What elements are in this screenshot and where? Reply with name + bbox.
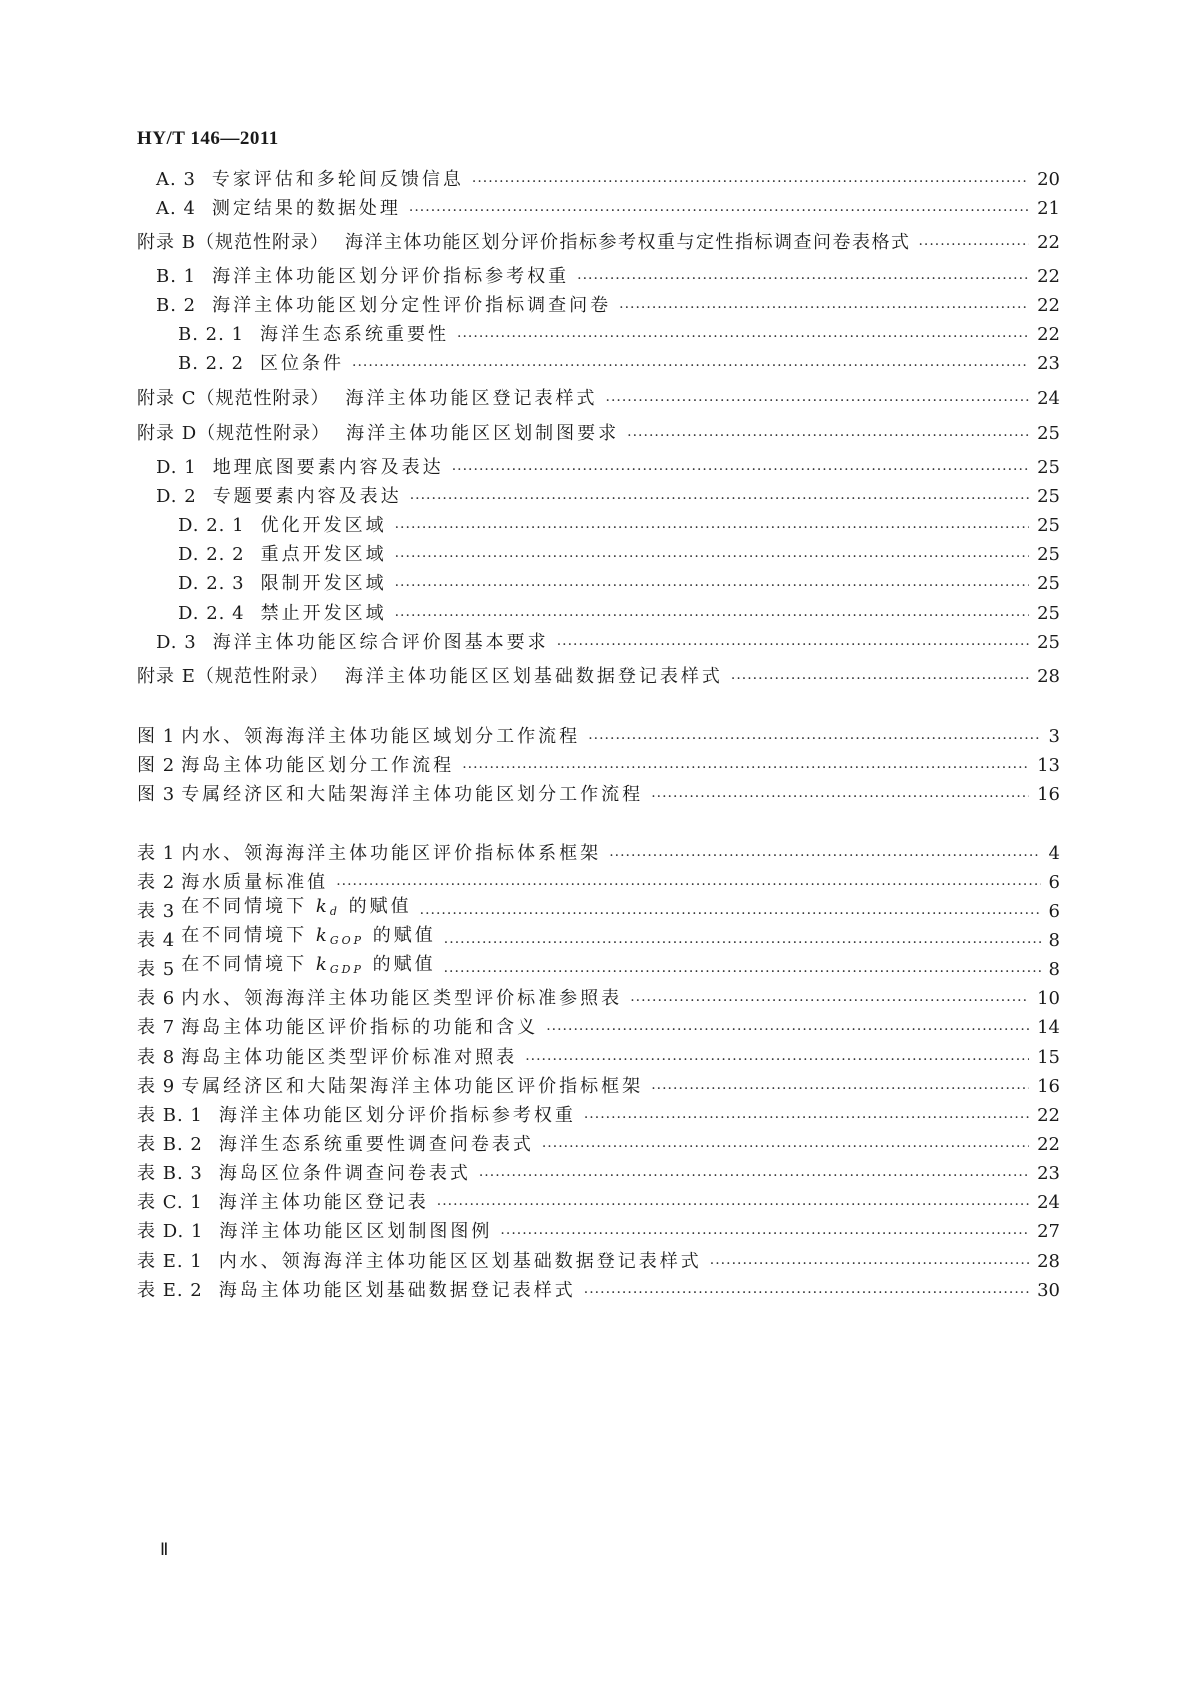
leader-dots — [444, 961, 1041, 983]
table-title — [181, 923, 436, 954]
table-page: 22 — [1037, 1134, 1060, 1155]
table-title: 内水、领海海洋主体功能区类型评价标准参照表 — [181, 988, 623, 1009]
toc-number: D. 1 — [156, 457, 197, 478]
table-entry-c1[interactable] — [137, 1190, 1060, 1216]
title-suffix: 的赋值 — [372, 954, 436, 975]
toc-entry-b21[interactable] — [178, 322, 1060, 348]
toc-page: 25 — [1037, 603, 1060, 624]
k-subscript: d — [329, 905, 340, 918]
figure-number: 图 1 — [137, 726, 176, 747]
toc-number: A. 3 — [156, 169, 196, 190]
leader-dots — [918, 234, 1029, 256]
table-number: 表 E. 2 — [137, 1280, 203, 1301]
table-page: 14 — [1037, 1017, 1060, 1038]
table-page: 22 — [1037, 1105, 1060, 1126]
leader-dots — [462, 757, 1029, 779]
figure-page: 16 — [1037, 784, 1060, 805]
toc-title: 专家评估和多轮间反馈信息 — [211, 169, 464, 190]
toc-number: D. 2. 4 — [178, 603, 245, 624]
toc-title: 重点开发区域 — [260, 544, 387, 565]
toc-entry-appendix-b[interactable] — [137, 230, 1060, 256]
table-entry-6[interactable] — [137, 986, 1060, 1012]
figure-title: 海岛主体功能区划分工作流程 — [181, 755, 455, 776]
table-number: 表 2 — [137, 872, 176, 893]
leader-dots — [542, 1136, 1029, 1158]
table-number: 表 5 — [137, 959, 176, 980]
toc-entry-appendix-e[interactable] — [137, 664, 1060, 690]
leader-dots — [457, 326, 1029, 348]
leader-dots — [452, 459, 1029, 481]
toc-entry-b22[interactable] — [178, 351, 1060, 377]
table-entry-b2[interactable] — [137, 1132, 1060, 1158]
toc-entry-d2[interactable] — [156, 484, 1060, 510]
leader-dots — [500, 1223, 1029, 1245]
toc-page: 25 — [1037, 457, 1060, 478]
figure-number: 图 2 — [137, 755, 176, 776]
leader-dots — [619, 297, 1029, 319]
figure-page: 13 — [1037, 755, 1060, 776]
k-variable: k — [315, 925, 330, 946]
table-number: 表 B. 2 — [137, 1134, 203, 1155]
table-title: 内水、领海海洋主体功能区区划基础数据登记表样式 — [218, 1251, 702, 1272]
table-title: 海岛主体功能区评价指标的功能和含义 — [181, 1017, 539, 1038]
table-page: 8 — [1048, 930, 1060, 951]
table-title: 专属经济区和大陆架海洋主体功能区评价指标框架 — [181, 1076, 644, 1097]
toc-number: D. 2. 1 — [178, 515, 245, 536]
title-suffix: 的赋值 — [372, 925, 436, 946]
toc-number: D. 2. 3 — [178, 573, 245, 594]
table-page: 6 — [1048, 901, 1060, 922]
toc-page: 22 — [1037, 232, 1060, 253]
toc-title: 海洋主体功能区区划基础数据登记表样式 — [344, 666, 723, 687]
table-number: 表 8 — [137, 1047, 176, 1068]
toc-number: 附录 B（规范性附录） — [137, 232, 329, 253]
leader-dots — [479, 1165, 1029, 1187]
toc-entry-d23[interactable] — [178, 571, 1060, 597]
table-entry-5[interactable] — [137, 954, 1060, 983]
table-number: 表 E. 1 — [137, 1251, 203, 1272]
leader-dots — [437, 1194, 1029, 1216]
toc-entry-appendix-d[interactable] — [137, 421, 1060, 447]
table-number: 表 B. 3 — [137, 1163, 203, 1184]
toc-entry-d3[interactable] — [156, 630, 1060, 656]
table-entry-2[interactable] — [137, 870, 1060, 896]
table-number: 表 3 — [137, 901, 176, 922]
leader-dots — [651, 786, 1029, 808]
toc-page: 20 — [1037, 169, 1060, 190]
figure-title: 内水、领海海洋主体功能区域划分工作流程 — [181, 726, 581, 747]
table-page: 4 — [1048, 843, 1060, 864]
toc-entry-d21[interactable] — [178, 513, 1060, 539]
table-entry-b3[interactable] — [137, 1161, 1060, 1187]
table-number: 表 D. 1 — [137, 1221, 204, 1242]
toc-page: 24 — [1037, 388, 1060, 409]
table-entry-8[interactable] — [137, 1045, 1060, 1071]
toc-number: D. 3 — [156, 632, 197, 653]
table-title: 海洋主体功能区登记表 — [218, 1192, 429, 1213]
table-page: 24 — [1037, 1192, 1060, 1213]
table-number: 表 7 — [137, 1017, 176, 1038]
table-title: 海岛主体功能区类型评价标准对照表 — [181, 1047, 518, 1068]
table-page: 16 — [1037, 1076, 1060, 1097]
leader-dots — [444, 932, 1041, 954]
toc-title: 测定结果的数据处理 — [211, 198, 401, 219]
toc-number: B. 2 — [156, 295, 197, 316]
toc-number: B. 1 — [156, 266, 197, 287]
figure-entry-1[interactable] — [137, 724, 1060, 750]
toc-entry-b2[interactable] — [156, 293, 1060, 319]
toc-entry-appendix-c[interactable] — [137, 386, 1060, 412]
leader-dots — [588, 728, 1040, 750]
toc-entry-d1[interactable] — [156, 455, 1060, 481]
table-page: 6 — [1048, 872, 1060, 893]
leader-dots — [584, 1107, 1029, 1129]
toc-entry-a4[interactable] — [156, 196, 1060, 222]
leader-dots — [395, 605, 1030, 627]
table-number: 表 4 — [137, 930, 176, 951]
leader-dots — [651, 1078, 1029, 1100]
title-suffix: 的赋值 — [348, 896, 412, 917]
title-prefix: 在不同情境下 — [181, 896, 308, 917]
toc-page: 25 — [1037, 423, 1060, 444]
toc-number: D. 2 — [156, 486, 197, 507]
toc-number: 附录 E（规范性附录） — [137, 666, 329, 687]
table-title: 海洋生态系统重要性调查问卷表式 — [218, 1134, 534, 1155]
figure-page: 3 — [1048, 726, 1060, 747]
toc-page: 22 — [1037, 295, 1060, 316]
toc-page: 22 — [1037, 266, 1060, 287]
table-page: 15 — [1037, 1047, 1060, 1068]
table-entry-1[interactable] — [137, 841, 1060, 867]
toc-page: 25 — [1037, 515, 1060, 536]
leader-dots — [630, 990, 1029, 1012]
leader-dots — [577, 268, 1029, 290]
leader-dots — [410, 488, 1029, 510]
table-entry-e1[interactable] — [137, 1249, 1060, 1275]
table-entry-d1[interactable] — [137, 1219, 1060, 1245]
table-title: 内水、领海海洋主体功能区评价指标体系框架 — [181, 843, 602, 864]
k-variable: k — [315, 954, 330, 975]
leader-dots — [420, 903, 1041, 925]
table-page: 8 — [1048, 959, 1060, 980]
table-number: 表 6 — [137, 988, 176, 1009]
page-number: Ⅱ — [160, 1540, 169, 1559]
table-title: 海水质量标准值 — [181, 872, 329, 893]
table-title — [181, 894, 411, 925]
title-prefix: 在不同情境下 — [181, 925, 308, 946]
table-title: 海岛主体功能区划基础数据登记表样式 — [218, 1280, 576, 1301]
toc-page: 25 — [1037, 573, 1060, 594]
toc-title: 海洋主体功能区综合评价图基本要求 — [212, 632, 549, 653]
k-subscript: GDP — [329, 963, 364, 976]
leader-dots — [731, 668, 1029, 690]
table-entry-3[interactable] — [137, 896, 1060, 925]
leader-dots — [472, 171, 1029, 193]
leader-dots — [557, 634, 1029, 656]
leader-dots — [606, 390, 1030, 412]
toc-page: 23 — [1037, 353, 1060, 374]
table-entry-7[interactable] — [137, 1015, 1060, 1041]
leader-dots — [352, 355, 1029, 377]
toc-entry-b1[interactable] — [156, 264, 1060, 290]
toc-entry-a3[interactable] — [156, 167, 1060, 193]
toc-entry-d22[interactable] — [178, 542, 1060, 568]
table-title: 海岛区位条件调查问卷表式 — [218, 1163, 471, 1184]
leader-dots — [395, 517, 1030, 539]
toc-title: 禁止开发区域 — [260, 603, 387, 624]
toc-entry-d24[interactable] — [178, 601, 1060, 627]
toc-page: 21 — [1037, 198, 1060, 219]
figure-entry-2[interactable] — [137, 753, 1060, 779]
table-title — [181, 952, 435, 983]
toc-number: A. 4 — [156, 198, 196, 219]
k-variable: k — [315, 896, 330, 917]
leader-dots — [609, 845, 1040, 867]
table-page: 28 — [1037, 1251, 1060, 1272]
toc-title: 区位条件 — [260, 353, 345, 374]
table-number: 表 C. 1 — [137, 1192, 203, 1213]
figure-entry-3[interactable] — [137, 782, 1060, 808]
table-page: 30 — [1037, 1280, 1060, 1301]
toc-page: 25 — [1037, 544, 1060, 565]
table-title: 海洋主体功能区划分评价指标参考权重 — [218, 1105, 576, 1126]
toc-number: B. 2. 2 — [178, 353, 245, 374]
toc-number: 附录 C（规范性附录） — [137, 388, 330, 409]
k-subscript: GOP — [329, 934, 365, 947]
table-entry-e2[interactable] — [137, 1278, 1060, 1304]
toc-title: 海洋主体功能区区划制图要求 — [346, 423, 620, 444]
figure-title: 专属经济区和大陆架海洋主体功能区划分工作流程 — [181, 784, 644, 805]
table-number: 表 B. 1 — [137, 1105, 203, 1126]
toc-title: 海洋主体功能区划分定性评价指标调查问卷 — [212, 295, 612, 316]
leader-dots — [546, 1019, 1029, 1041]
table-page: 27 — [1037, 1221, 1060, 1242]
leader-dots — [336, 874, 1040, 896]
table-page: 10 — [1037, 988, 1060, 1009]
toc-number: D. 2. 2 — [178, 544, 245, 565]
table-number: 表 1 — [137, 843, 176, 864]
leader-dots — [395, 546, 1030, 568]
table-entry-9[interactable] — [137, 1074, 1060, 1100]
toc-page: 25 — [1037, 632, 1060, 653]
toc-title: 海洋主体功能区划分评价指标参考权重与定性指标调查问卷表格式 — [344, 232, 911, 253]
toc-title: 海洋主体功能区划分评价指标参考权重 — [212, 266, 570, 287]
toc-title: 地理底图要素内容及表达 — [212, 457, 444, 478]
toc-title: 专题要素内容及表达 — [212, 486, 402, 507]
leader-dots — [627, 425, 1029, 447]
toc-page: 22 — [1037, 324, 1060, 345]
toc-number: B. 2. 1 — [178, 324, 245, 345]
toc-title: 海洋主体功能区登记表样式 — [345, 388, 598, 409]
table-title: 海洋主体功能区区划制图图例 — [219, 1221, 493, 1242]
table-page: 23 — [1037, 1163, 1060, 1184]
toc-page: 25 — [1037, 486, 1060, 507]
title-prefix: 在不同情境下 — [181, 954, 308, 975]
leader-dots — [525, 1049, 1029, 1071]
toc-page: 28 — [1037, 666, 1060, 687]
standard-code: HY/T 146—2011 — [137, 128, 279, 149]
table-entry-b1[interactable] — [137, 1103, 1060, 1129]
leader-dots — [395, 575, 1030, 597]
toc-title: 限制开发区域 — [260, 573, 387, 594]
table-entry-4[interactable] — [137, 925, 1060, 954]
figure-number: 图 3 — [137, 784, 176, 805]
toc-number: 附录 D（规范性附录） — [137, 423, 331, 444]
leader-dots — [710, 1253, 1029, 1275]
table-number: 表 9 — [137, 1076, 176, 1097]
leader-dots — [584, 1282, 1029, 1304]
leader-dots — [409, 200, 1029, 222]
toc-title: 优化开发区域 — [260, 515, 387, 536]
toc-title: 海洋生态系统重要性 — [260, 324, 450, 345]
